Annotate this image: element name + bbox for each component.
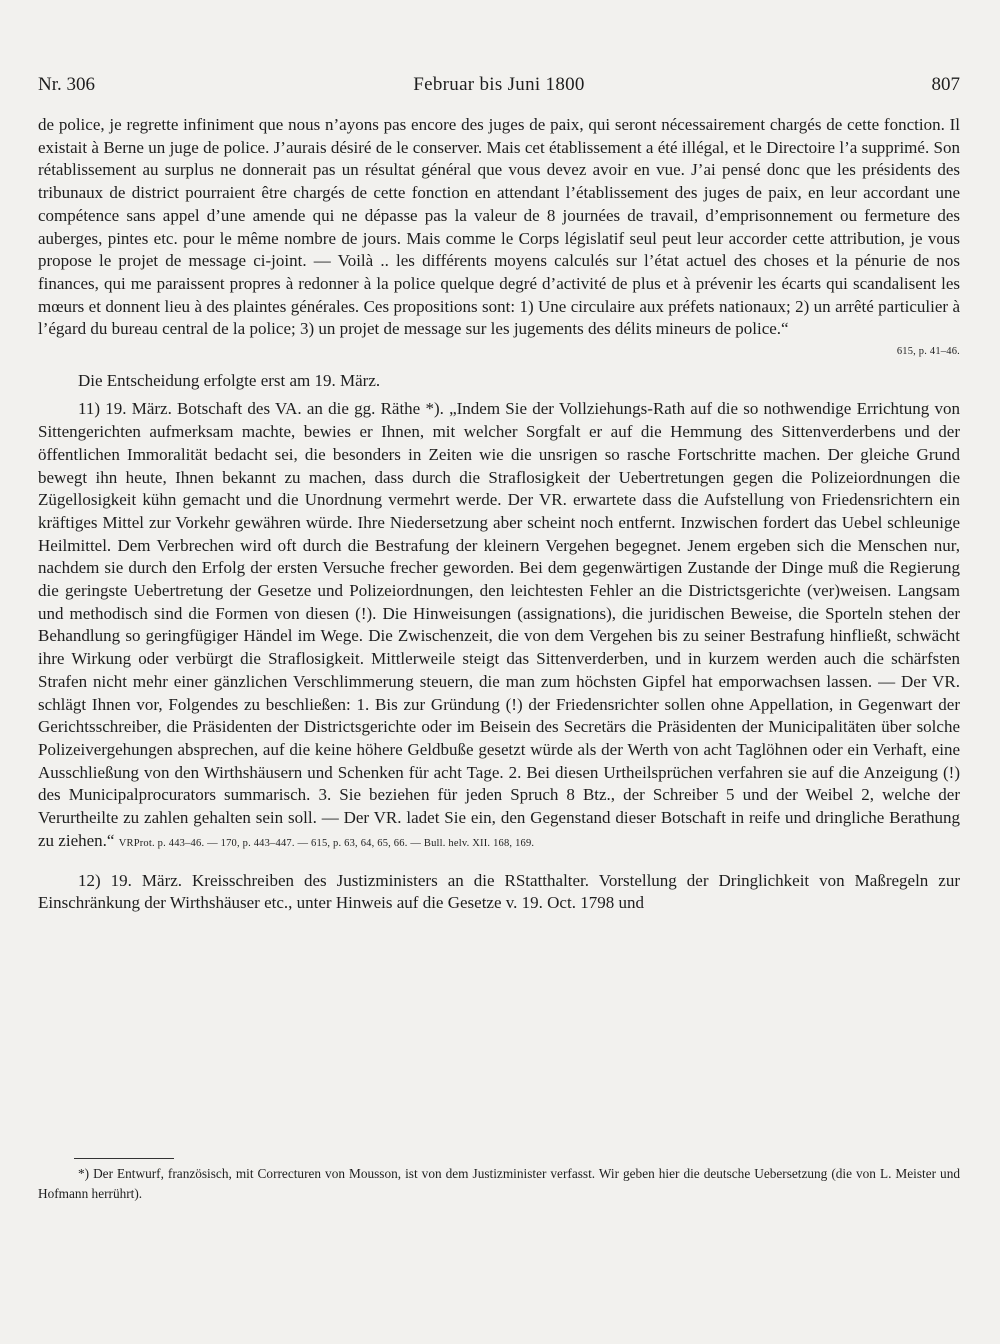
source-reference: VRProt. p. 443–46. — 170, p. 443–447. — 615, p. 63, 64, 65, 66. — Bull. helv. XII. 168, 169.	[118, 837, 535, 849]
footnote	[38, 1164, 960, 1204]
footnote-text: *) Der Entwurf, französisch, mit Correcturen von Mousson, ist von dem Justizminister verfasst. Wir geben hier die deutsche Uebersetzung (die von L. Meister und Hofmann herrührt).	[38, 1166, 960, 1201]
paragraph-kreisschreiben: 12) 19. März. Kreisschreiben des Justizministers an die RStatthalter. Vorstellung der Dringlichkeit von Maßregeln zur Einschränkung der Wirthshäuser etc., unter Hinweis auf die Gesetze v. 19. Oct. 1798 und	[38, 870, 960, 913]
document-number: Nr. 306	[38, 74, 95, 95]
paragraph-botschaft	[38, 398, 960, 855]
main-text	[38, 114, 960, 915]
footnote-divider	[74, 1158, 174, 1159]
paragraph-decision: Die Entscheidung erfolgte erst am 19. März.	[78, 370, 381, 390]
paragraph-french-letter	[38, 114, 960, 364]
page-header	[38, 74, 960, 100]
source-reference: 615, p. 41–46.	[896, 346, 960, 358]
paragraph-text: de police, je regrette infiniment que nous n’ayons pas encore des juges de paix, qui seront nécessairement chargés de cette fonction. Il existait à Berne un juge de police. J’aurais désiré de le conserver. Mais cet établissement a été illégal, et le Directoire l’a supprimé. Son rétablissement au surplus ne donnerait pas un résultat général que vous devez avoir en vue. J’ai pensé donc que les présidents des tribunaux de district pourraient être chargés de cette fonction en attendant l’établissement des juges de paix, en leur accordant une compétence sans appel d’une amende qui ne dépasse pas la valeur de 8 journées de travail, d’emprisonnement ou fermeture des auberges, pintes etc. pour le même nombre de jours. Mais comme le Corps législatif seul peut leur accorder cette attribution, je vous propose le projet de message ci-joint. — Voilà .. les différents moyens calculés sur l’état actuel des choses et la pénurie de nos finances, qui me paraissent propres à redonner à la police quelque degré d’activité de plus et à prévenir les écarts qui scandalisent les mœurs et donnent lieu à des plaintes générales. Ces propositions sont: 1) Une circulaire aux préfets nationaux; 2) un arrêté particulier à l’égard du bureau central de la police; 3) un projet de message sur les jugements des délits mineurs de police.“	[38, 115, 960, 339]
page-number: 807	[931, 74, 960, 95]
running-title: Februar bis Juni 1800	[413, 74, 585, 95]
paragraph-text: 11) 19. März. Botschaft des VA. an die gg. Räthe *). „Indem Sie der Vollziehungs-Rath auf die so nothwendige Errichtung von Sittengerichten aufmerksam machte, bewies er Ihnen, mit welcher Sorgfalt er auf die Hemmung des Sittenverderbens und der öffentlichen Immoralität bedacht sei, die besonders in Zeiten wie die unsrigen so rasche Fortschritte machen. Der gleiche Grund bewegt ihn heute, Ihnen bekannt zu machen, dass durch die Straflosigkeit der Uebertretungen gegen die Polizeiordnungen die Zügellosigkeit kühn gemacht und die Unordnung vermehrt werde. Der VR. erwartete dass die Aufstellung von Friedensrichtern ein kräftiges Mittel zur Vorkehr gewähren würde. Ihre Niedersetzung aber scheint noch entfernt. Inzwischen fordert das Uebel schleunige Heilmittel. Dem Verbrechen wird oft durch die Bestrafung der kleinern Vergehen begegnet. Jenem ergeben sich die Menschen nur, nachdem sie durch den Erfolg der ersten Versuche frecher geworden. Bei dem gegenwärtigen Zustande der Dinge muß die Regierung die geringste Uebertretung der Gesetze und Polizeiordnungen, den leichtesten Fehler an die Districtsgerichte (ver)weisen. Langsam und methodisch sind die Formen von diesen (!). Die Hinweisungen (assignations), die juridischen Beweise, die Sporteln stehen der Behandlung so geringfügiger Händel im Wege. Die Zwischenzeit, die von dem Vergehen bis zu seiner Bestrafung hinfließt, schwächt ihre Wirkung oder verbürgt die Straflosigkeit. Mittlerweile steigt das Sittenverderben, und in kurzem werden auch die schärfsten Strafen nicht mehr einer gänzlichen Verschlimmerung steuern, die man zum höchsten Gipfel hat emporwachsen lassen. — Der VR. schlägt Ihnen vor, Folgendes zu beschließen: 1. Bis zur Gründung (!) der Friedensrichter sollen ohne Appellation, in Gegenwart der Gerichtsschreiber, die Präsidenten der Districtsgerichte oder im Beisein des Secretärs die Präsidenten der Municipalitäten über solche Polizeivergehungen absprechen, auf die keine höhere Geldbuße gesetzt würde als der Werth von acht Taglöhnen oder ein Verhaft, eine Ausschließung von den Wirthshäusern und Schenken für acht Tage. 2. Bei diesen Urtheilsprüchen verfahren sie auf die Anzeigung (!) des Municipalprocurators summarisch. 3. Sie beziehen für jeden Spruch 8 Btz., der Schreiber 5 und der Weibel 2, welche der Verurtheilte zu zahlen gehalten sein soll. — Der VR. ladet Sie ein, den Gegenstand dieser Botschaft in reife und dringliche Berathung zu ziehen.“	[38, 399, 960, 850]
